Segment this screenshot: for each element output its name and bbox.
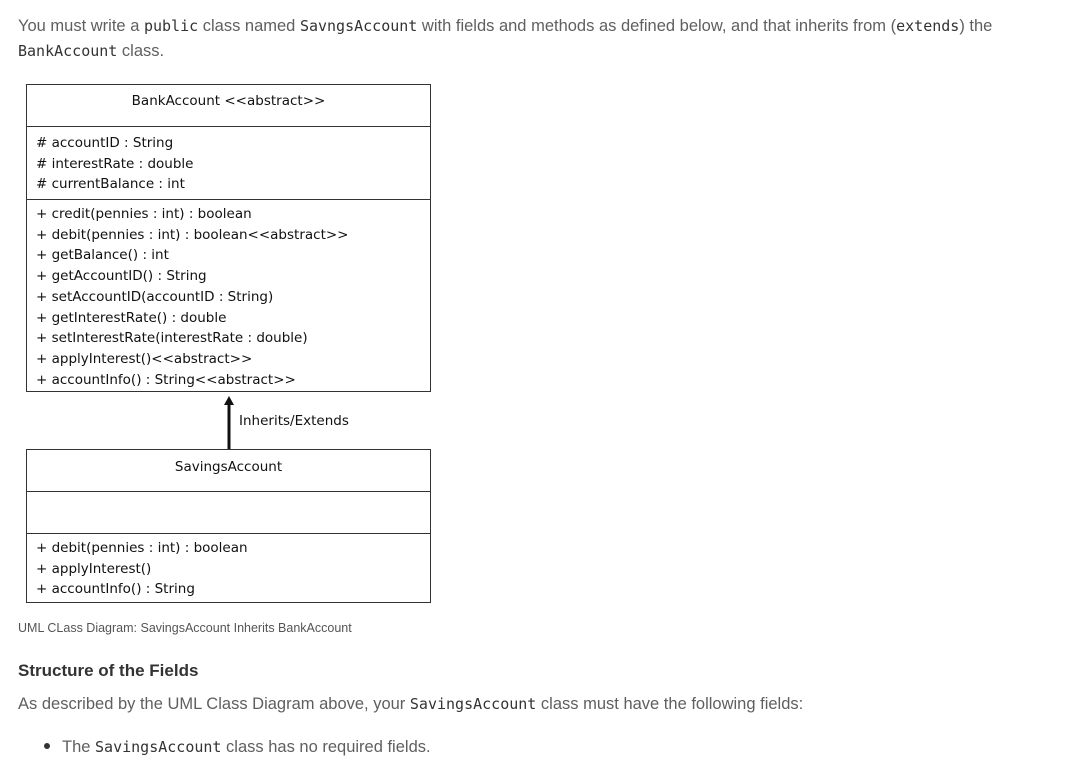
bankaccount-method: + credit(pennies : int) : boolean: [36, 206, 252, 222]
bankaccount-field: # accountID : String: [36, 135, 174, 151]
savingsaccount-method: + accountInfo() : String: [36, 581, 195, 598]
inheritance-label: Inherits/Extends: [239, 413, 349, 429]
section-paragraph: [18, 695, 803, 714]
bullet-icon: [44, 743, 50, 749]
intro-text-2: class named: [198, 17, 300, 35]
para-text-2: class must have the following fields:: [536, 695, 804, 713]
bankaccount-methods: [27, 200, 430, 391]
uml-class-bankaccount: [26, 84, 431, 392]
inheritance-arrow-icon: [223, 396, 235, 450]
bankaccount-method: + getInterestRate() : double: [36, 309, 227, 326]
bullet-code: SavingsAccount: [95, 738, 222, 756]
bankaccount-title: BankAccount <<abstract>>: [27, 85, 430, 127]
uml-class-savingsaccount: [26, 449, 431, 603]
para-code: SavingsAccount: [409, 695, 537, 713]
bankaccount-fields: [27, 127, 430, 200]
savingsaccount-method: + applyInterest(): [36, 560, 152, 577]
intro-text-4: ) the: [959, 17, 993, 35]
bankaccount-method: + debit(pennies : int) : boolean<<abstract>>: [36, 226, 349, 243]
savingsaccount-methods: [27, 534, 430, 602]
intro-code-extends: extends: [896, 17, 960, 35]
intro-text-3: with fields and methods as defined below, and that inherits from (: [417, 17, 897, 35]
intro-text-1: You must write a: [18, 17, 144, 35]
list-item: [44, 738, 431, 757]
bankaccount-method: + setAccountID(accountID : String): [36, 288, 274, 305]
bankaccount-method: + applyInterest()<<abstract>>: [36, 350, 253, 367]
bankaccount-method: + accountInfo() : String<<abstract>>: [36, 371, 296, 388]
bankaccount-method: + setInterestRate(interestRate : double): [36, 330, 308, 347]
diagram-caption: UML CLass Diagram: SavingsAccount Inherits BankAccount: [18, 621, 352, 635]
bullet-text-1: The: [62, 738, 96, 756]
bankaccount-method: + getBalance() : int: [36, 247, 169, 264]
savingsaccount-title: SavingsAccount: [27, 450, 430, 492]
intro-code-classname: SavngsAccount: [299, 17, 418, 35]
intro-text-5: class.: [117, 42, 165, 60]
savingsaccount-fields-empty: [27, 492, 430, 534]
intro-code-bankaccount: BankAccount: [18, 42, 118, 60]
bankaccount-field: # interestRate : double: [36, 155, 194, 172]
para-text-1: As described by the UML Class Diagram above, your: [18, 695, 410, 713]
intro-paragraph: [18, 14, 1080, 64]
bankaccount-field: # currentBalance : int: [36, 176, 185, 193]
bankaccount-method: + getAccountID() : String: [36, 268, 207, 285]
savingsaccount-method: + debit(pennies : int) : boolean: [36, 540, 248, 556]
section-heading: Structure of the Fields: [18, 661, 199, 680]
bullet-text-2: class has no required fields.: [221, 738, 431, 756]
intro-code-public: public: [143, 17, 199, 35]
